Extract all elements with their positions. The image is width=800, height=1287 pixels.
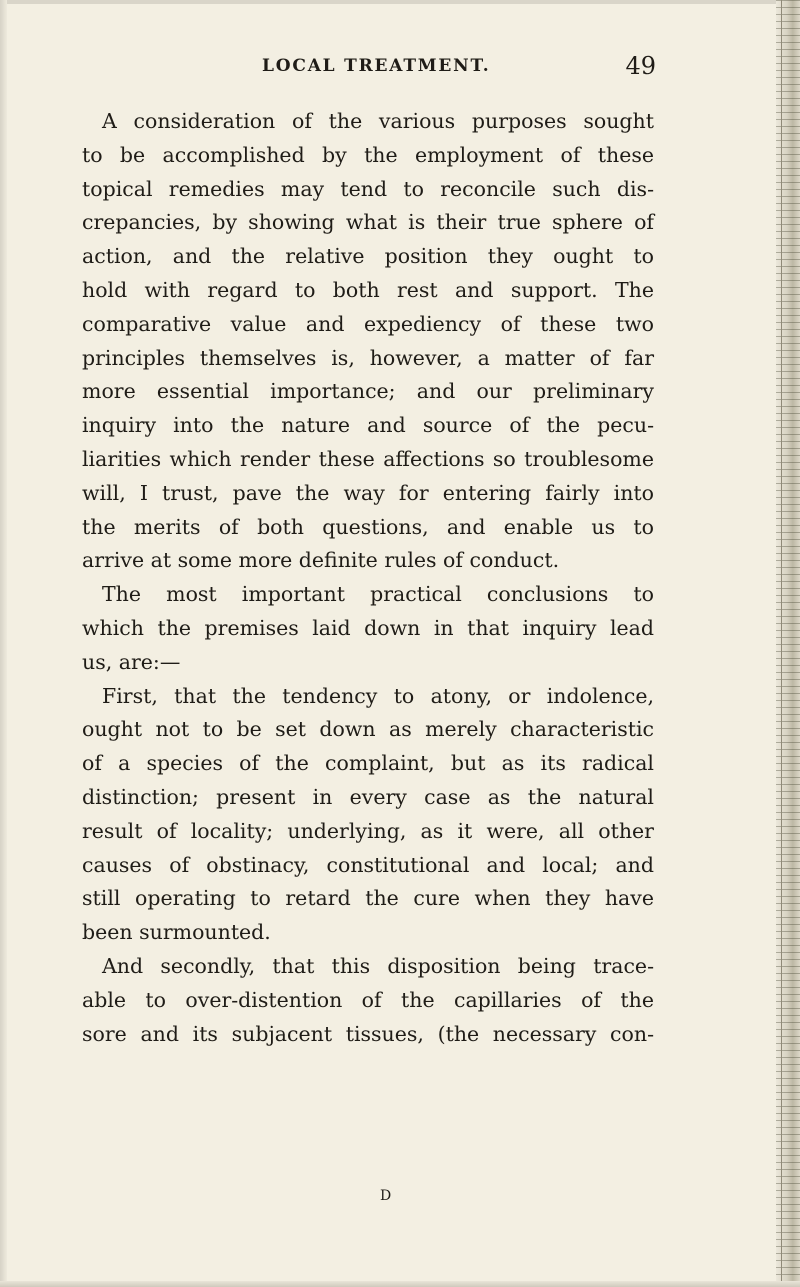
text-line: which the premises laid down in that inquiry lead — [82, 615, 654, 640]
page-left-edge — [0, 0, 7, 1287]
text-line: hold with regard to both rest and support. The — [82, 277, 654, 302]
text-line: The most important practical conclusions to — [102, 582, 654, 607]
text-line: sore and its subjacent tissues, (the necessary con- — [82, 1021, 654, 1046]
text-line: ought not to be set down as merely characteristic — [82, 717, 654, 742]
text-line: the merits of both questions, and enable us to — [82, 514, 654, 539]
text-line: crepancies, by showing what is their true sphere of — [82, 210, 654, 235]
text-line: causes of obstinacy, constitutional and local; and — [82, 852, 654, 877]
text-line: still operating to retard the cure when they have — [82, 886, 654, 911]
text-line: action, and the relative position they ought to — [82, 244, 654, 269]
text-line: of a species of the complaint, but as its radical — [82, 751, 654, 776]
text-line: And secondly, that this disposition being trace- — [102, 953, 654, 978]
text-line: A consideration of the various purposes sought — [102, 109, 654, 133]
page-number: 49 — [625, 52, 656, 80]
text-line: us, are:— — [82, 649, 181, 674]
text-line: to be accomplished by the employment of these — [82, 142, 654, 167]
text-line: principles themselves is, however, a matter of far — [82, 345, 654, 370]
page-header — [80, 52, 660, 86]
text-line: been surmounted. — [82, 920, 271, 945]
text-line: able to over-distention of the capillaries of the — [82, 987, 654, 1012]
signature-mark: D — [380, 1188, 393, 1204]
text-line: comparative value and expediency of these two — [82, 311, 654, 336]
text-line: inquiry into the nature and source of the pecu- — [82, 413, 654, 438]
gutter-line — [781, 0, 782, 1287]
text-line: will, I trust, pave the way for entering fairly into — [82, 480, 654, 505]
text-line: more essential importance; and our preliminary — [82, 379, 654, 404]
book-gutter — [776, 0, 800, 1287]
running-head: LOCAL TREATMENT. — [262, 56, 491, 76]
text-line: distinction; present in every case as the natural — [82, 784, 654, 809]
text-line: arrive at some more definite rules of conduct. — [82, 548, 560, 573]
text-line: result of locality; underlying, as it were, all other — [82, 818, 654, 843]
text-line: First, that the tendency to atony, or indolence, — [102, 683, 654, 708]
page-top-edge — [0, 0, 800, 4]
text-line: topical remedies may tend to reconcile such dis- — [82, 176, 654, 201]
body-text — [82, 105, 654, 1051]
page-bottom-edge — [0, 1281, 800, 1287]
text-line: liarities which render these affections so troublesome — [82, 446, 654, 471]
